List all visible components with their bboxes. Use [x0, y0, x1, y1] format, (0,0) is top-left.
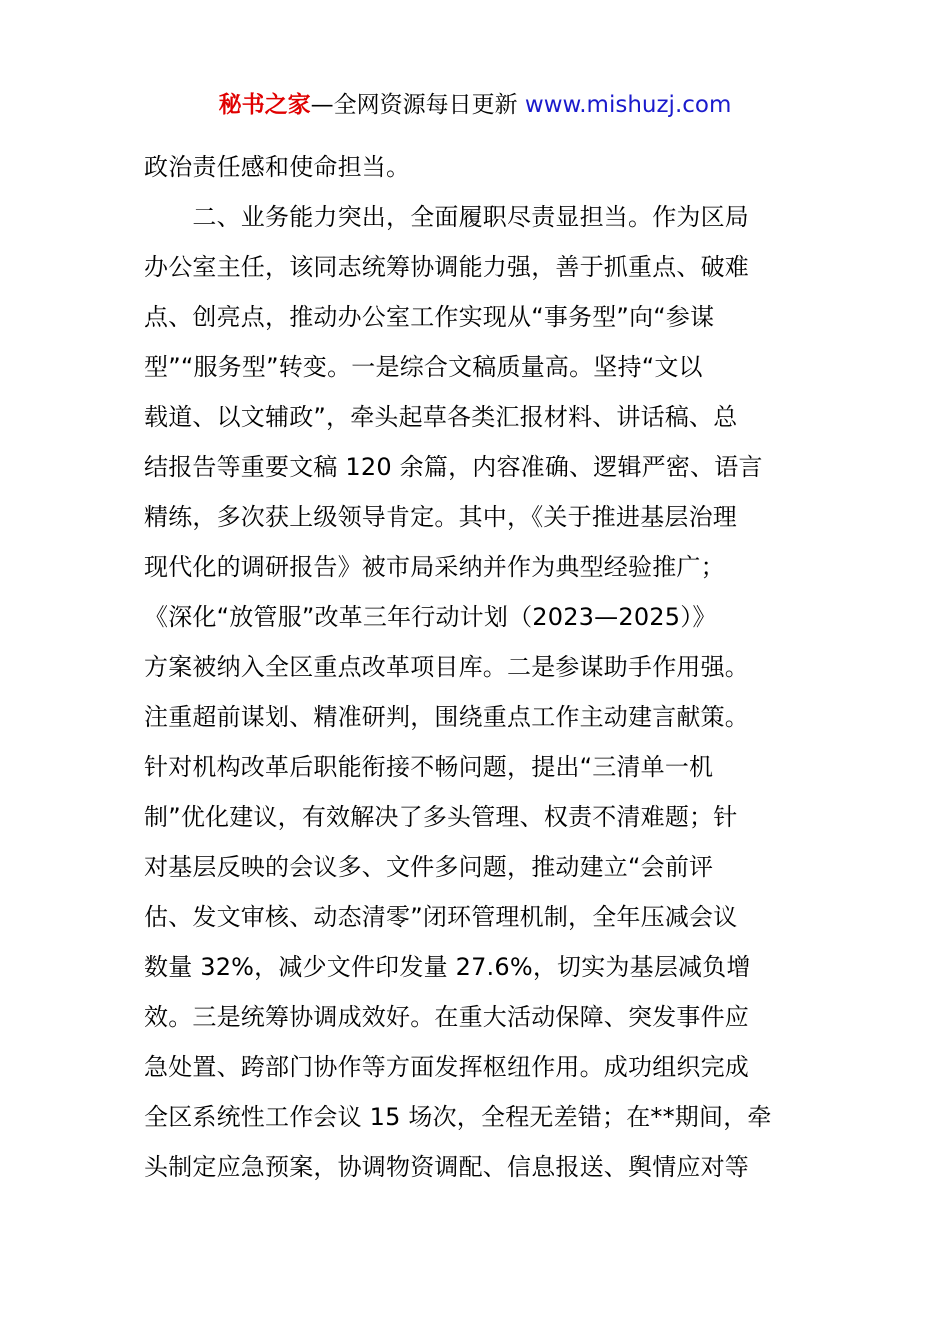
text-line: 对基层反映的会议多、文件多问题，推动建立“会前评	[144, 853, 714, 881]
text-line: 型”“服务型”转变。一是综合文稿质量高。坚持“文以	[144, 353, 703, 381]
header-tagline: —全网资源每日更新	[310, 92, 518, 118]
text-line: 精练，多次获上级领导肯定。其中，《关于推进基层治理	[144, 503, 737, 531]
text-line: 头制定应急预案，协调物资调配、信息报送、舆情应对等	[144, 1153, 749, 1181]
text-line: 现代化的调研报告》被市局采纳并作为典型经验推广；	[144, 553, 725, 581]
text-line: 政治责任感和使命担当。	[144, 153, 411, 181]
brand-name: 秘书之家	[218, 92, 311, 118]
text-line: 效。三是统筹协调成效好。在重大活动保障、突发事件应	[144, 1003, 749, 1031]
text-line: 方案被纳入全区重点改革项目库。二是参谋助手作用强。	[144, 653, 749, 681]
site-url-link[interactable]: www.mishuzj.com	[524, 92, 732, 118]
text-line: 办公室主任，该同志统筹协调能力强，善于抓重点、破难	[144, 253, 749, 281]
text-line: 结报告等重要文稿 120 余篇，内容准确、逻辑严密、语言	[144, 453, 763, 481]
text-line: 急处置、跨部门协作等方面发挥枢纽作用。成功组织完成	[144, 1053, 749, 1081]
text-line: 二、业务能力突出，全面履职尽责显担当。作为区局	[144, 203, 749, 231]
text-line: 载道、以文辅政”，牵头起草各类汇报材料、讲话稿、总	[144, 403, 738, 431]
text-line: 点、创亮点，推动办公室工作实现从“事务型”向“参谋	[144, 303, 715, 331]
text-line: 注重超前谋划、精准研判，围绕重点工作主动建言献策。	[144, 703, 749, 731]
text-line: 《深化“放管服”改革三年行动计划（2023—2025）》	[144, 603, 717, 631]
text-line: 全区系统性工作会议 15 场次，全程无差错；在**期间，牵	[144, 1103, 772, 1131]
text-line: 数量 32%，减少文件印发量 27.6%，切实为基层减负增	[144, 953, 751, 981]
text-line: 针对机构改革后职能衔接不畅问题，提出“三清单一机	[144, 753, 714, 781]
document-body	[144, 142, 824, 1192]
text-line: 制”优化建议，有效解决了多头管理、权责不清难题；针	[144, 803, 738, 831]
page-header	[0, 90, 950, 120]
text-line: 估、发文审核、动态清零”闭环管理机制，全年压减会议	[144, 903, 738, 931]
